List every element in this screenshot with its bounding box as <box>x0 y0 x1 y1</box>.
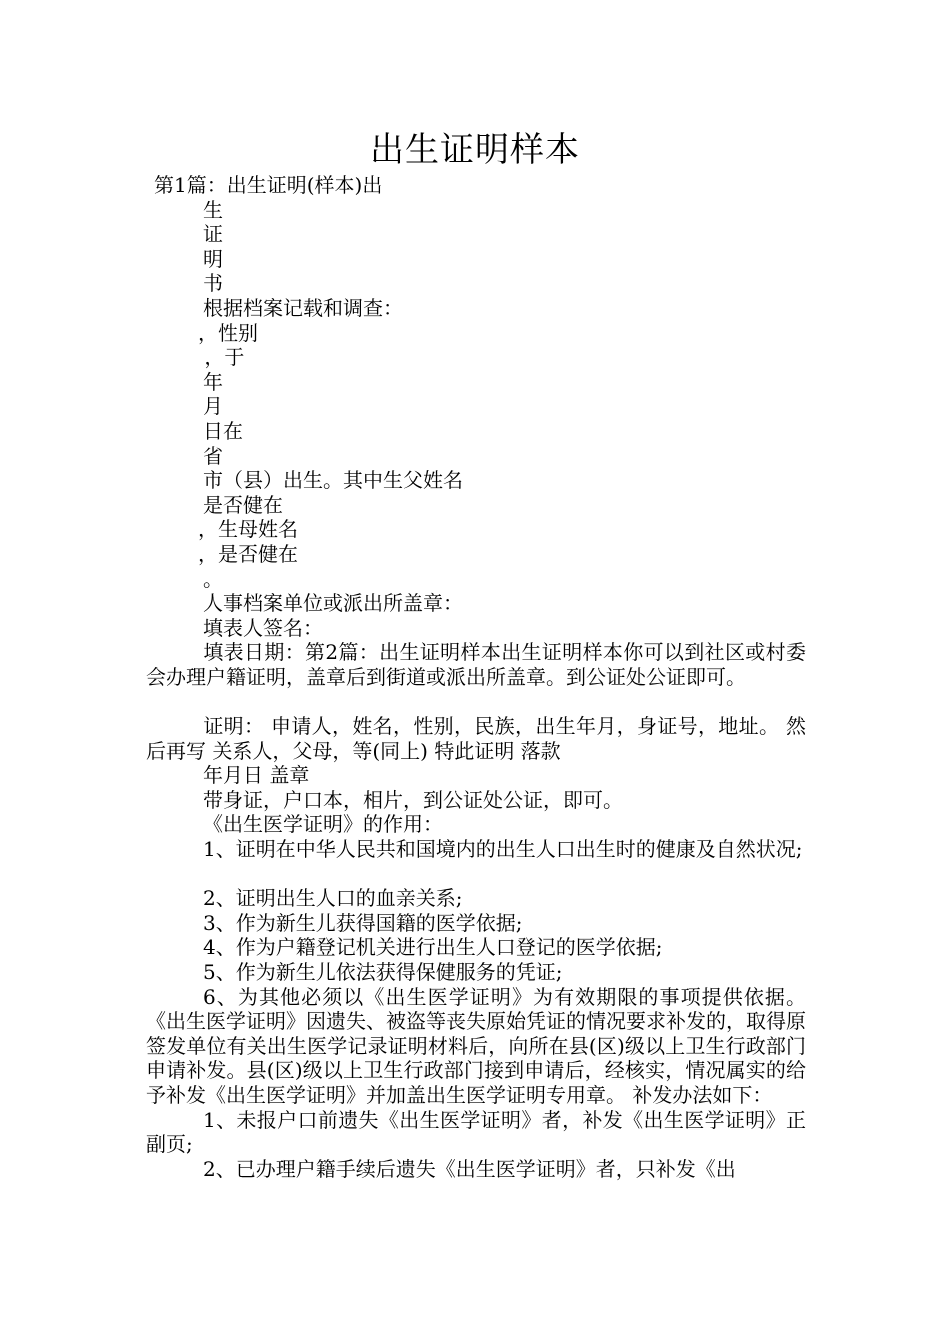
text-line: 书 <box>203 271 223 296</box>
list-item-usage-1: 1、证明在中华人民共和国境内的出生人口出生时的健康及自然状况; <box>203 837 803 862</box>
text-line: 月 <box>203 394 223 419</box>
text-line: ，于 <box>198 345 245 370</box>
text-line: ，性别 <box>198 320 258 345</box>
text-line: 年 <box>203 369 223 394</box>
text-line: 省 <box>203 443 223 468</box>
document-title: 出生证明样本 <box>370 130 580 170</box>
text-line: 明 <box>203 246 223 271</box>
document-body <box>146 173 806 1181</box>
text-line-seal: 人事档案单位或派出所盖章： <box>203 591 463 616</box>
text-line: 日在 <box>203 418 243 443</box>
text-line-bring-documents: 带身证，户口本，相片，到公证处公证，即可。 <box>203 787 623 812</box>
list-item-usage-5: 5、作为新生儿依法获得保健服务的凭证; <box>203 960 563 985</box>
text-line: ，生母姓名 <box>198 517 298 542</box>
text-line: 。 <box>203 566 223 591</box>
list-item-usage-3: 3、作为新生儿获得国籍的医学依据; <box>203 910 523 935</box>
paragraph-proof: 证明： 申请人，姓名，性别，民族，出生年月，身证号，地址。 然后再写 关系人，父母，等(同上) 特此证明 落款 <box>146 714 806 763</box>
text-line: 生 <box>203 197 223 222</box>
list-item-usage-2: 2、证明出生人口的血亲关系; <box>203 886 463 911</box>
text-line: ，是否健在 <box>198 541 298 566</box>
list-item-usage-4: 4、作为户籍登记机关进行出生人口登记的医学依据; <box>203 935 663 960</box>
list-item-usage-6: 6、为其他必须以《出生医学证明》为有效期限的事项提供依据。 《出生医学证明》因遗失、被盗等丧失原始凭证的情况要求补发的，取得原签发单位有关出生医学记录证明材料后，向所在县(区)级以上卫生行政部门申请补发。县(区)级以上卫生行政部门接到申请后，经核实，情况属实的给予补发《出生医学证明》并加盖出生医学证明专用章。 补发办法如下： <box>146 984 806 1107</box>
text-line-signature: 填表人签名： <box>203 615 323 640</box>
list-item-reissue-1: 1、未报户口前遗失《出生医学证明》者，补发《出生医学证明》正副页; <box>146 1107 806 1157</box>
text-line-article-1-heading: 第1篇：出生证明(样本)出 <box>154 173 383 197</box>
list-item-reissue-2: 2、已办理户籍手续后遗失《出生医学证明》者，只补发《出 <box>203 1156 736 1181</box>
paragraph-fill-date: 填表日期：第2篇：出生证明样本出生证明样本你可以到社区或村委会办理户籍证明，盖章后到街道或派出所盖章。到公证处公证即可。 <box>146 640 806 689</box>
text-line: 根据档案记载和调查： <box>203 295 403 320</box>
text-line-date-seal: 年月日 盖章 <box>203 763 310 788</box>
text-line: 是否健在 <box>203 492 283 517</box>
text-line: 市（县）出生。其中生父姓名 <box>203 468 463 493</box>
section-heading-usage: 《出生医学证明》的作用： <box>203 812 443 837</box>
text-line: 证 <box>203 222 223 247</box>
